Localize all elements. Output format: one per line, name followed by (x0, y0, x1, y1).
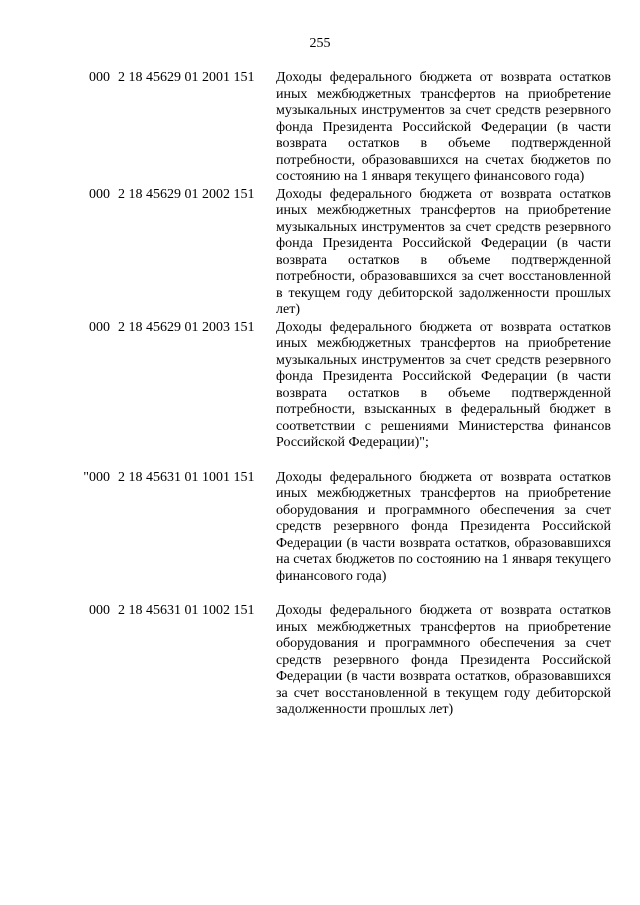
budget-classification-code: 2 18 45629 01 2003 151 (118, 319, 255, 335)
admin-code: 000 (89, 70, 110, 85)
admin-code: 000 (89, 319, 110, 335)
classification-table (0, 70, 640, 719)
income-description: Доходы федерального бюджета от возврата остатков иных межбюджетных трансфертов на приобретение музыкальных инструментов за счет средств резервного фонда Президента Российской Федерации (в части возврата остатков в объеме подтвержденной потребности, образовавшихся на счетах бюджетов по состоянию на 1 января текущего финансового года) (276, 70, 611, 184)
budget-classification-code: 2 18 45629 01 2002 151 (118, 186, 255, 202)
budget-classification-code: 2 18 45631 01 1001 151 (118, 469, 255, 485)
admin-code: 000 (89, 603, 110, 618)
table-row (0, 70, 640, 186)
admin-code: "000 (83, 469, 110, 485)
table-row (0, 470, 640, 586)
table-row (0, 320, 640, 452)
income-description: Доходы федерального бюджета от возврата остатков иных межбюджетных трансфертов на приобретение оборудования и программного обеспечения за счет средств резервного фонда Президента Российской Федерации (в части возврата остатков, образовавшихся за счет восстановленной в текущем году дебиторской задолженности прошлых лет) (276, 603, 611, 717)
admin-code: 000 (89, 186, 110, 202)
budget-classification-code: 2 18 45629 01 2001 151 (118, 70, 255, 85)
budget-classification-code: 2 18 45631 01 1002 151 (118, 603, 255, 618)
income-description: Доходы федерального бюджета от возврата остатков иных межбюджетных трансфертов на приобретение оборудования и программного обеспечения за счет средств резервного фонда Президента Российской Федерации (в части возврата остатков, образовавшихся на счетах бюджетов по состоянию на 1 января текущего финансового года) (276, 469, 611, 584)
table-row (0, 603, 640, 719)
income-description: Доходы федерального бюджета от возврата остатков иных межбюджетных трансфертов на приобретение музыкальных инструментов за счет средств резервного фонда Президента Российской Федерации (в части возврата остатков в объеме подтвержденной потребности, взысканных в федеральный бюджет в соответствии с решениями Министерства финансов Российской Федерации)"; (276, 319, 611, 450)
page-number: 255 (309, 36, 331, 51)
income-description: Доходы федерального бюджета от возврата остатков иных межбюджетных трансфертов на приобретение музыкальных инструментов за счет средств резервного фонда Президента Российской Федерации (в части возврата остатков в объеме подтвержденной потребности, образовавшихся за счет восстановленной в текущем году дебиторской задолженности прошлых лет) (276, 186, 611, 317)
table-row (0, 187, 640, 319)
